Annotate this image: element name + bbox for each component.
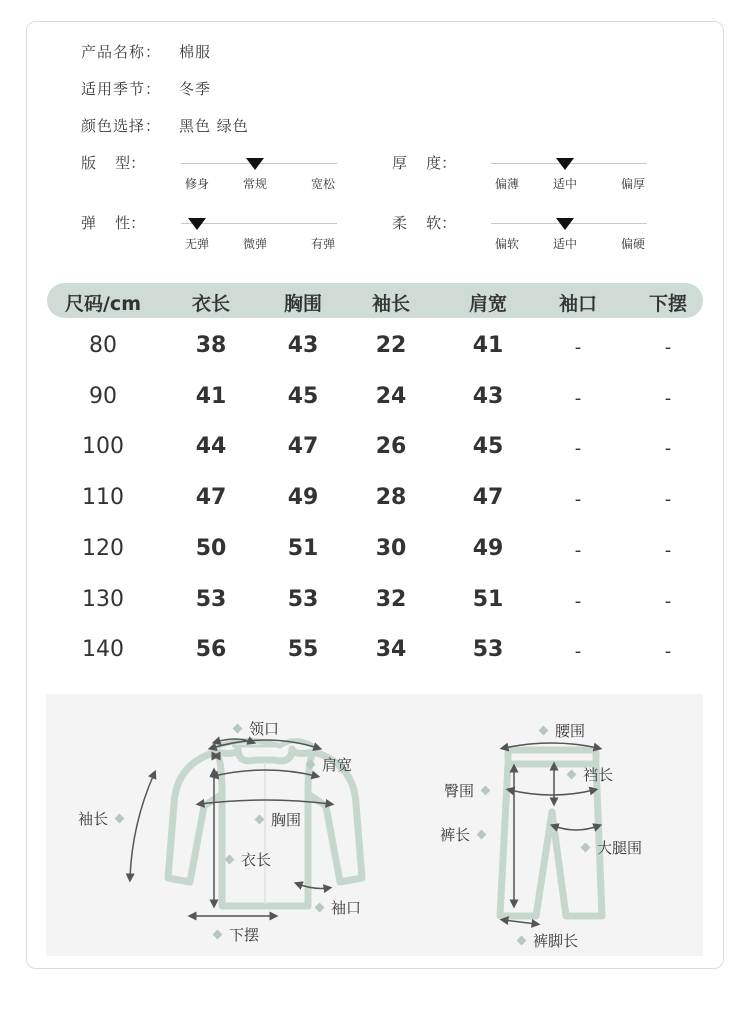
table-cell: - xyxy=(574,489,582,511)
thickness-tick: 偏厚 xyxy=(620,177,646,191)
table-cell: 55 xyxy=(287,637,319,663)
fit-tick: 修身 xyxy=(184,177,210,191)
hem-label: 下摆 xyxy=(206,924,259,945)
length-label: 衣长 xyxy=(218,849,271,870)
table-cell: 22 xyxy=(375,333,407,358)
table-size-cell: 110 xyxy=(82,485,124,511)
product-name-value: 棉服 xyxy=(179,43,212,61)
thickness-tick: 适中 xyxy=(552,177,578,191)
season-value: 冬季 xyxy=(179,80,212,98)
table-cell: 41 xyxy=(195,383,227,409)
table-header-cell: 肩宽 xyxy=(468,293,508,315)
table-cell: 32 xyxy=(375,586,407,612)
diamond-icon xyxy=(115,814,125,824)
table-cell: 45 xyxy=(472,434,504,460)
softness-tick: 偏硬 xyxy=(620,237,646,251)
table-cell: 53 xyxy=(472,637,504,663)
table-cell: - xyxy=(664,337,672,358)
fit-tick: 宽松 xyxy=(310,177,336,191)
table-cell: 28 xyxy=(375,485,407,511)
elasticity-tick: 有弹 xyxy=(310,237,336,251)
table-cell: 47 xyxy=(287,434,319,460)
diamond-icon xyxy=(255,815,265,825)
product-name-label: 产品名称： xyxy=(81,43,162,61)
table-cell: 38 xyxy=(195,333,227,358)
table-cell: - xyxy=(574,590,582,612)
table-cell: - xyxy=(664,387,672,409)
collar-label: 领口 xyxy=(226,718,279,739)
softness-tick: 适中 xyxy=(552,237,578,251)
diamond-icon xyxy=(539,726,549,736)
diamond-icon xyxy=(306,760,316,770)
diamond-icon xyxy=(581,843,591,853)
softness-tick: 偏软 xyxy=(494,237,520,251)
elasticity-marker-icon xyxy=(188,218,206,230)
table-header-cell: 衣长 xyxy=(191,293,231,315)
sleeve-label: 袖长 xyxy=(78,808,131,829)
table-cell: 56 xyxy=(195,637,227,663)
table-cell: 53 xyxy=(195,586,227,612)
table-cell: 47 xyxy=(195,485,227,511)
diamond-icon xyxy=(315,903,325,913)
table-size-cell: 90 xyxy=(89,383,117,409)
cuff-label: 袖口 xyxy=(308,897,361,918)
elasticity-tick: 微弹 xyxy=(242,237,268,251)
rise-label: 裆长 xyxy=(560,764,613,785)
diamond-icon xyxy=(477,830,487,840)
diamond-icon xyxy=(233,724,243,734)
table-cell: 47 xyxy=(472,485,504,511)
thigh-label: 大腿围 xyxy=(574,837,642,858)
fit-label: 版 型： xyxy=(81,154,146,172)
table-header-cell: 袖口 xyxy=(558,293,598,315)
table-size-cell: 80 xyxy=(89,333,117,358)
elasticity-tick: 无弹 xyxy=(184,237,210,251)
table-cell: 51 xyxy=(287,535,319,561)
pants-length-label: 裤长 xyxy=(440,824,493,845)
table-cell: 49 xyxy=(287,485,319,511)
waist-label: 腰围 xyxy=(532,720,585,741)
diamond-icon xyxy=(517,936,527,946)
diamond-icon xyxy=(567,770,577,780)
color-label: 颜色选择： xyxy=(81,117,162,135)
table-cell: - xyxy=(664,489,672,511)
table-cell: 24 xyxy=(375,383,407,409)
table-cell: - xyxy=(574,641,582,663)
table-header-cell: 袖长 xyxy=(371,293,411,315)
chest-label: 胸围 xyxy=(248,809,301,830)
table-header-cell: 下摆 xyxy=(648,293,688,315)
garment-drawing xyxy=(46,694,703,956)
table-cell: 50 xyxy=(195,535,227,561)
table-cell: - xyxy=(574,438,582,460)
season-label: 适用季节： xyxy=(81,80,162,98)
table-cell: 30 xyxy=(375,535,407,561)
color-value: 黑色 绿色 xyxy=(179,117,249,135)
season-row xyxy=(81,78,211,99)
table-cell: 34 xyxy=(375,637,407,663)
table-size-cell: 100 xyxy=(82,434,124,460)
table-size-cell: 140 xyxy=(82,637,124,663)
table-cell: 26 xyxy=(375,434,407,460)
table-cell: - xyxy=(664,539,672,561)
table-size-cell: 130 xyxy=(82,586,124,612)
table-cell: 53 xyxy=(287,586,319,612)
softness-marker-icon xyxy=(556,218,574,230)
table-header-cell: 胸围 xyxy=(283,293,323,315)
color-row xyxy=(81,115,249,136)
table-cell: - xyxy=(574,387,582,409)
product-name-row xyxy=(81,41,211,62)
softness-scale xyxy=(491,219,647,259)
thickness-marker-icon xyxy=(556,158,574,170)
shoulder-label: 肩宽 xyxy=(299,754,352,775)
table-cell: - xyxy=(574,337,582,358)
table-cell: 49 xyxy=(472,535,504,561)
table-header-cell: 尺码/cm xyxy=(64,293,142,315)
diamond-icon xyxy=(481,786,491,796)
table-size-cell: 120 xyxy=(82,535,124,561)
diamond-icon xyxy=(225,855,235,865)
softness-label: 柔 软： xyxy=(392,214,457,232)
table-cell: 45 xyxy=(287,383,319,409)
table-cell: - xyxy=(664,641,672,663)
table-cell: 43 xyxy=(472,383,504,409)
thickness-label: 厚 度： xyxy=(392,154,457,172)
table-cell: 41 xyxy=(472,333,504,358)
elasticity-scale xyxy=(181,219,337,259)
leg-opening-label: 裤脚长 xyxy=(510,930,578,951)
fit-scale xyxy=(181,159,337,199)
table-cell: - xyxy=(574,539,582,561)
diamond-icon xyxy=(213,930,223,940)
table-cell: - xyxy=(664,590,672,612)
fit-marker-icon xyxy=(246,158,264,170)
measurement-illustration xyxy=(46,694,703,956)
fit-tick: 常规 xyxy=(242,177,268,191)
table-cell: 44 xyxy=(195,434,227,460)
table-cell: 51 xyxy=(472,586,504,612)
thickness-scale xyxy=(491,159,647,199)
thickness-tick: 偏薄 xyxy=(494,177,520,191)
table-cell: 43 xyxy=(287,333,319,358)
table-cell: - xyxy=(664,438,672,460)
elasticity-label: 弹 性： xyxy=(81,214,146,232)
hip-label: 臀围 xyxy=(444,780,497,801)
